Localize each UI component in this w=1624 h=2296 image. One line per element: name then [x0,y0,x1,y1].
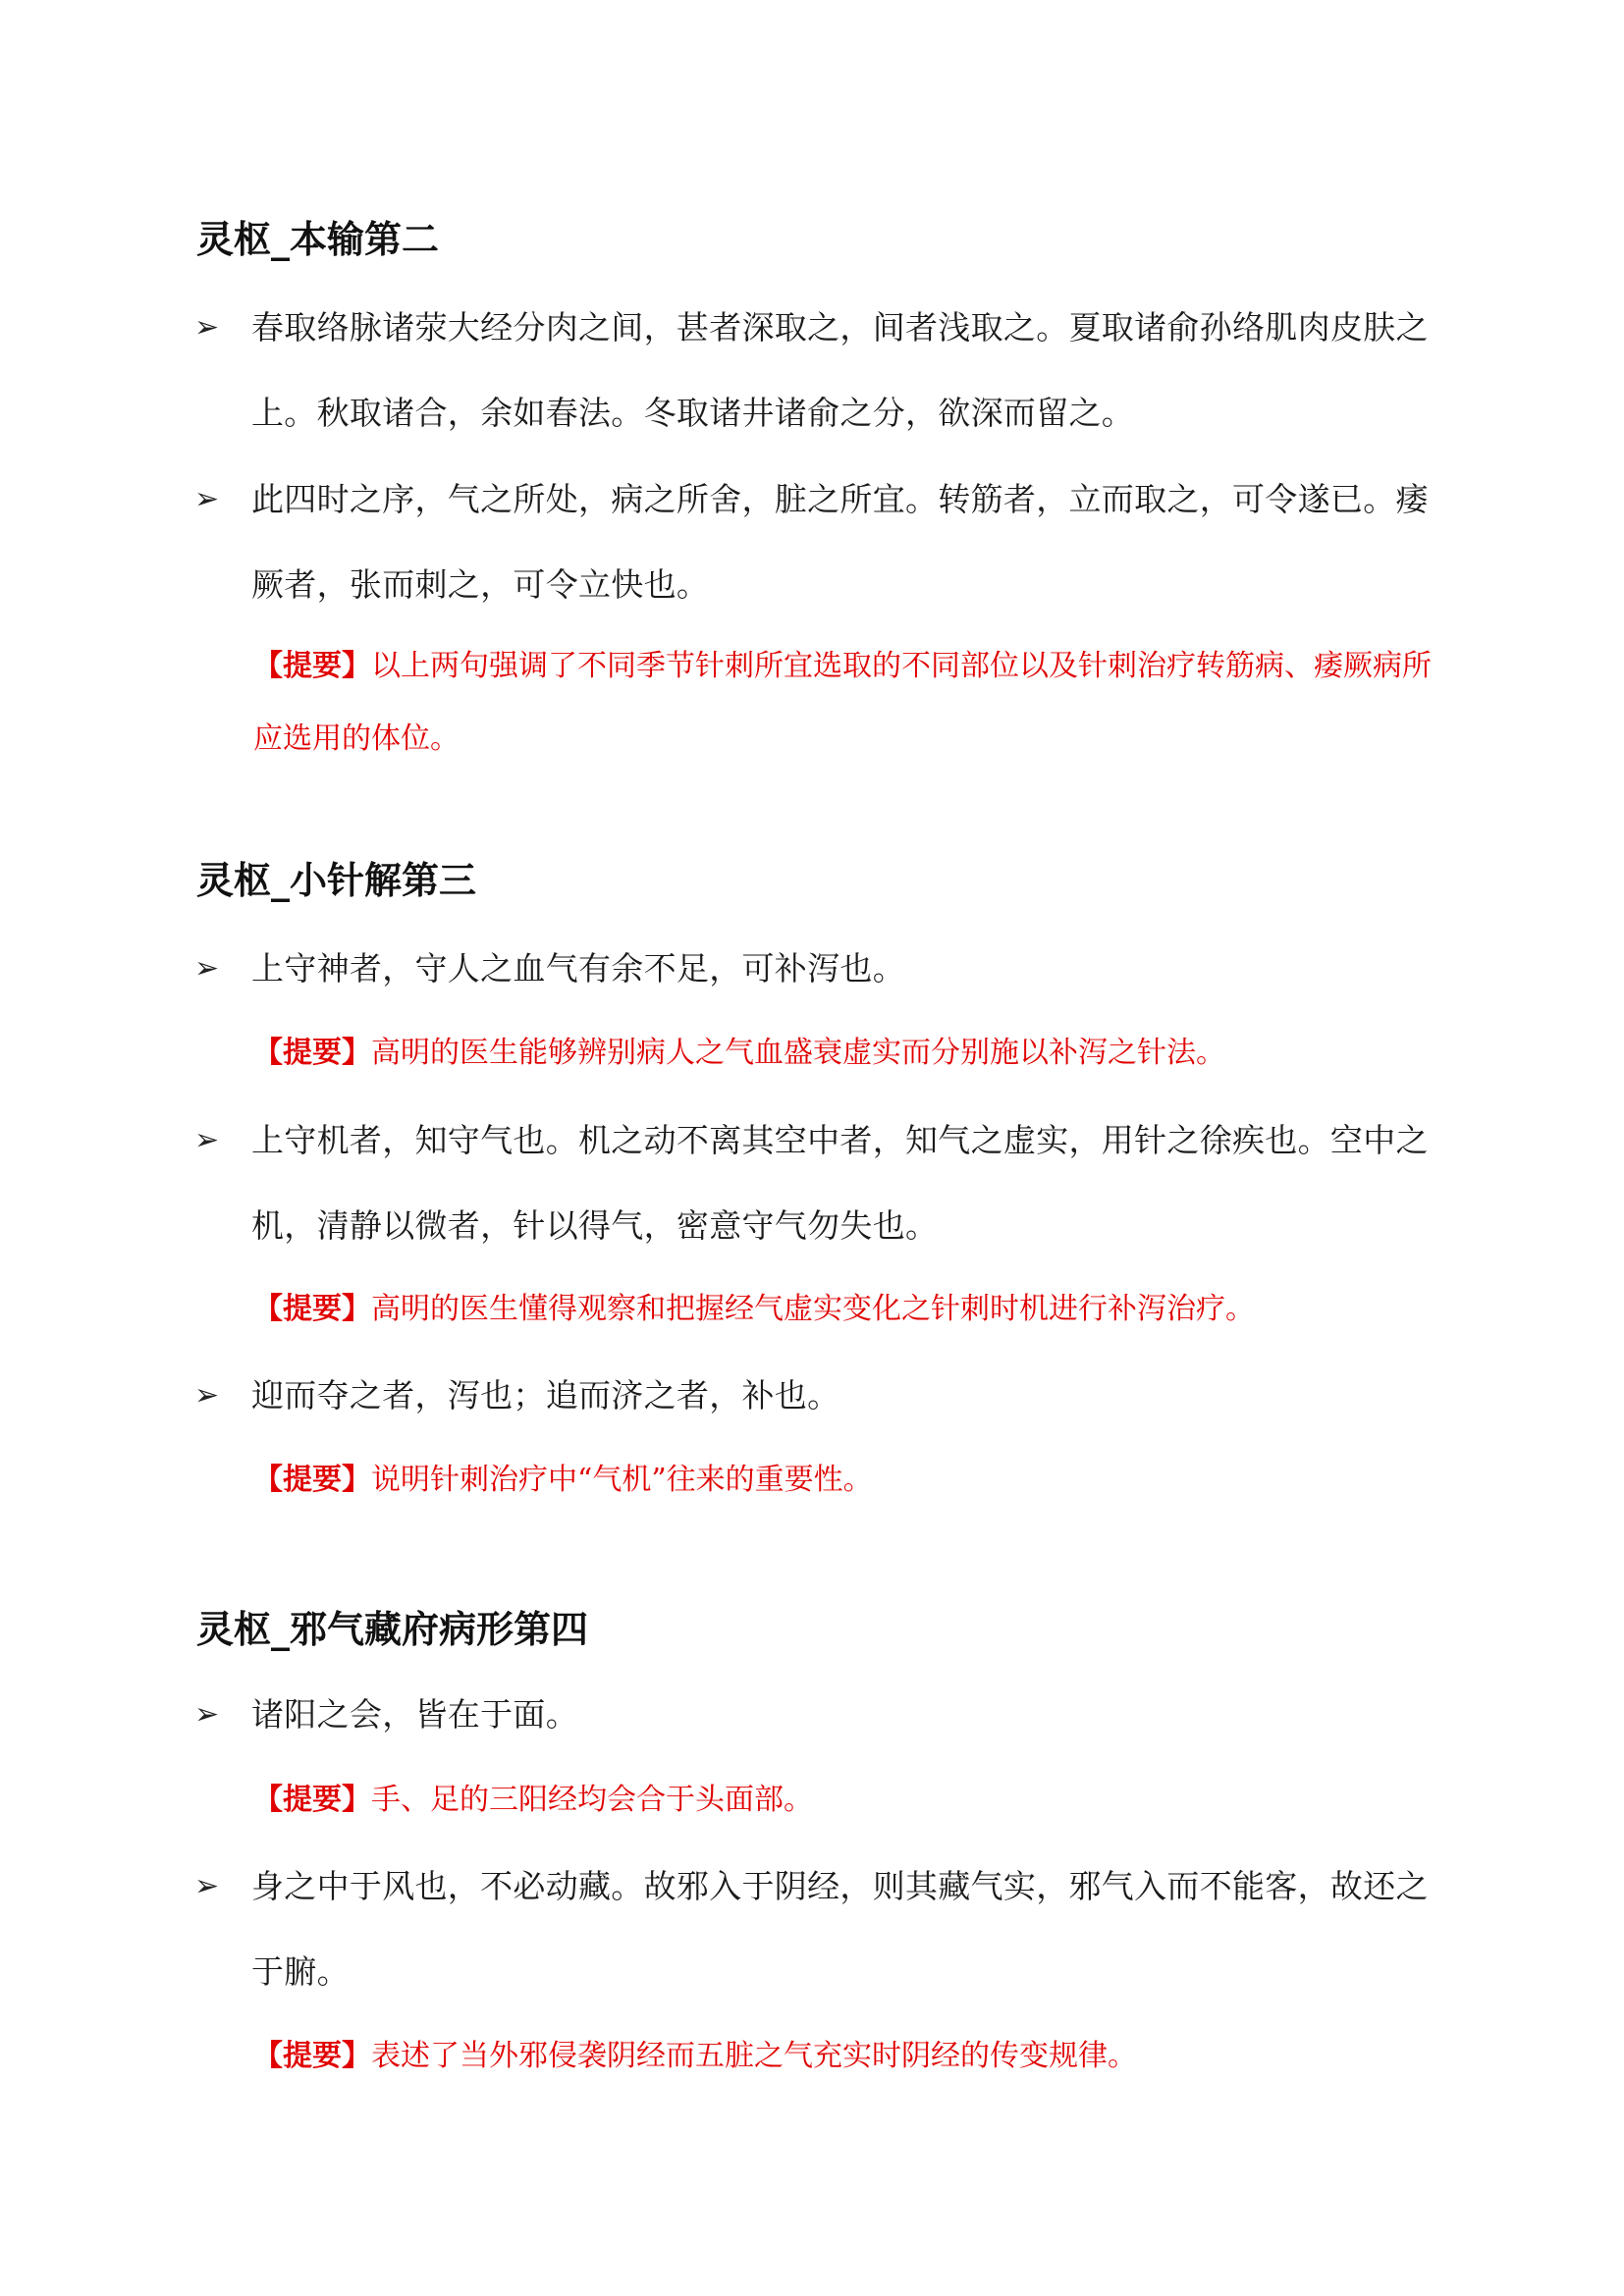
summary-text: 说明针刺治疗中“气机”往来的重要性。 [371,1463,873,1497]
summary-note [253,1273,1445,1346]
summary-note [253,1017,1445,1090]
section-title: 灵枢_邪气藏府病形第四 [196,1608,589,1651]
arrowhead-bullet-icon: ➢ [194,482,220,516]
summary-note [253,1444,1445,1517]
summary-tag: 【提要】 [253,2039,371,2073]
arrowhead-bullet-icon: ➢ [194,951,220,986]
summary-tag: 【提要】 [253,1463,371,1497]
summary-tag: 【提要】 [253,1292,371,1326]
verse-text: 上守机者，知守气也。机之动不离其空中者，知气之虚实，用针之徐疾也。空中之机，清静以微者，针以得气，密意守气勿失也。 [251,1121,1429,1245]
verse-text: 此四时之序，气之所处，病之所舍，脏之所宜。转筋者，立而取之，可令遂已。痿厥者，张而刺之，可令立快也。 [251,480,1429,604]
verse-text: 诸阳之会，皆在于面。 [251,1695,578,1734]
arrowhead-bullet-icon: ➢ [194,1697,220,1732]
summary-note [253,630,1445,775]
verse-text: 身之中于风也，不必动藏。故邪入于阴经，则其藏气实，邪气入而不能客，故还之于腑。 [251,1867,1429,1991]
section-title: 灵枢_小针解第三 [196,859,477,902]
summary-text: 高明的医生能够辨别病人之气血盛衰虚实而分别施以补泻之针法。 [371,1036,1225,1070]
arrowhead-bullet-icon: ➢ [194,1378,220,1413]
summary-note [253,2020,1445,2093]
summary-note [253,1764,1445,1837]
verse-text: 上守神者，守人之血气有余不足，可补泻也。 [251,949,905,988]
verse-text: 春取络脉诸荥大经分肉之间，甚者深取之，间者浅取之。夏取诸俞孙络肌肉皮肤之上。秋取诸合，余如春法。冬取诸井诸俞之分，欲深而留之。 [251,308,1429,432]
summary-text: 以上两句强调了不同季节针刺所宜选取的不同部位以及针刺治疗转筋病、痿厥病所应选用的体位。 [253,649,1432,756]
summary-tag: 【提要】 [253,1036,371,1070]
summary-tag: 【提要】 [253,649,371,683]
section-title: 灵枢_本输第二 [196,218,440,261]
arrowhead-bullet-icon: ➢ [194,310,220,345]
verse-text: 迎而夺之者，泻也；追而济之者，补也。 [251,1376,840,1415]
arrowhead-bullet-icon: ➢ [194,1869,220,1903]
summary-tag: 【提要】 [253,1783,371,1817]
summary-text: 高明的医生懂得观察和把握经气虚实变化之针刺时机进行补泻治疗。 [371,1292,1255,1326]
summary-text: 手、足的三阳经均会合于头面部。 [371,1783,813,1817]
arrowhead-bullet-icon: ➢ [194,1123,220,1157]
summary-text: 表述了当外邪侵袭阴经而五脏之气充实时阴经的传变规律。 [371,2039,1137,2073]
